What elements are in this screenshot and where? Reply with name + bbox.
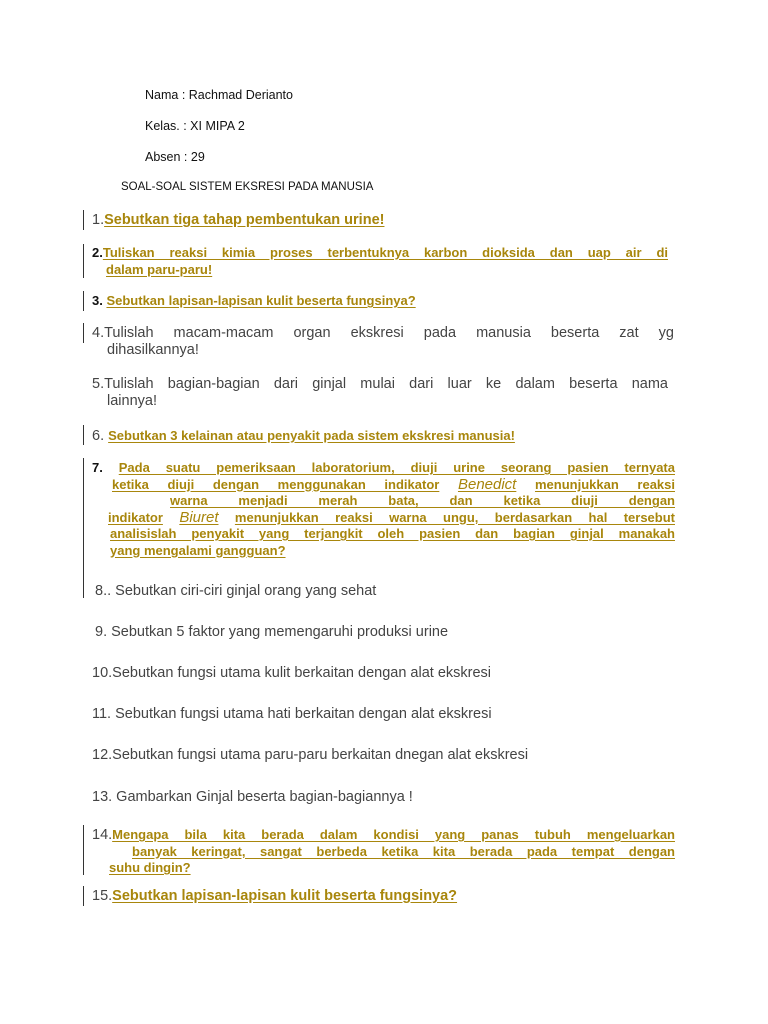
question-text-line1: Pada suatu pemeriksaan laboratorium, diuji urine seorang pasien ternyata <box>118 460 675 475</box>
question-text-line2b: menunjukkan reaksi <box>534 476 675 492</box>
question-text-line6: yang mengalami gangguan? <box>110 542 286 558</box>
question-text: Sebutkan tiga tahap pembentukan urine! <box>104 212 385 228</box>
change-bar <box>83 323 84 343</box>
question-text-line1: 4.Tulislah macam-macam organ ekskresi pada manusia beserta zat yg <box>92 325 674 341</box>
student-number: Absen : 29 <box>145 150 205 164</box>
question-13: 13. Gambarkan Ginjal beserta bagian-bagiannya ! <box>92 789 413 805</box>
biuret-label: Biuret <box>179 508 219 526</box>
question-text: Sebutkan 3 kelainan atau penyakit pada sistem ekskresi manusia! <box>108 428 515 443</box>
change-bar <box>83 458 84 598</box>
question-11: 11. Sebutkan fungsi utama hati berkaitan dengan alat ekskresi <box>92 706 492 722</box>
question-text-line2a: ketika diuji dengan menggunakan indikator <box>112 476 440 492</box>
question-5 <box>92 376 668 410</box>
question-text-line4a: indikator <box>108 509 163 525</box>
question-number: 15. <box>92 888 113 904</box>
question-15 <box>92 888 457 905</box>
question-number: 7. <box>92 460 103 475</box>
question-text-line1: Tuliskan reaksi kimia proses terbentuknya karbon dioksida dan uap air di <box>102 245 668 260</box>
question-number: 14. <box>92 827 113 843</box>
change-bar <box>83 825 84 875</box>
question-number: 6. <box>92 428 105 444</box>
change-bar <box>83 886 84 906</box>
change-bar <box>83 425 84 445</box>
question-10: 10.Sebutkan fungsi utama kulit berkaitan dengan alat ekskresi <box>92 665 491 681</box>
question-text-line2: dihasilkannya! <box>107 342 199 358</box>
student-name: Nama : Rachmad Derianto <box>145 88 293 102</box>
question-text-line2: banyak keringat, sangat berbeda ketika kita berada pada tempat dengan <box>132 843 675 859</box>
question-6 <box>92 427 515 445</box>
document-title: SOAL-SOAL SISTEM EKSRESI PADA MANUSIA <box>121 181 374 193</box>
question-1 <box>92 212 384 229</box>
change-bar <box>83 244 84 278</box>
change-bar <box>83 291 84 311</box>
question-14 <box>92 827 675 877</box>
question-8: 8.. Sebutkan ciri-ciri ginjal orang yang sehat <box>95 583 377 599</box>
question-text-line3: warna menjadi merah bata, dan ketika diuji dengan <box>170 493 675 508</box>
question-number: 1. <box>92 212 105 228</box>
question-text-line2: lainnya! <box>107 393 157 409</box>
benedict-label: Benedict <box>457 475 517 493</box>
question-text-line1: 5.Tulislah bagian-bagian dari ginjal mulai dari luar ke dalam beserta nama <box>92 376 668 392</box>
question-text-line2: dalam paru-paru! <box>106 261 213 277</box>
student-class: Kelas. : XI MIPA 2 <box>145 119 245 133</box>
question-text: Sebutkan lapisan-lapisan kulit beserta fungsinya? <box>112 888 458 904</box>
question-text-line3: suhu dingin? <box>109 860 191 875</box>
question-2 <box>92 245 668 278</box>
change-bar <box>83 210 84 230</box>
question-3 <box>92 293 416 310</box>
question-12: 12.Sebutkan fungsi utama paru-paru berkaitan dnegan alat ekskresi <box>92 747 529 763</box>
question-9: 9. Sebutkan 5 faktor yang memengaruhi produksi urine <box>95 624 449 640</box>
question-4 <box>92 325 674 359</box>
question-number: 2. <box>92 245 103 260</box>
question-7 <box>92 460 675 559</box>
question-text: Sebutkan lapisan-lapisan kulit beserta fungsinya? <box>106 293 416 308</box>
question-number: 3. <box>92 293 103 308</box>
question-text-line4b: menunjukkan reaksi warna ungu, berdasarkan hal tersebut <box>234 509 675 525</box>
question-text-line5: analisislah penyakit yang terjangkit oleh pasien dan bagian ginjal manakah <box>110 526 675 541</box>
question-text-line1: Mengapa bila kita berada dalam kondisi yang panas tubuh mengeluarkan <box>112 827 675 842</box>
